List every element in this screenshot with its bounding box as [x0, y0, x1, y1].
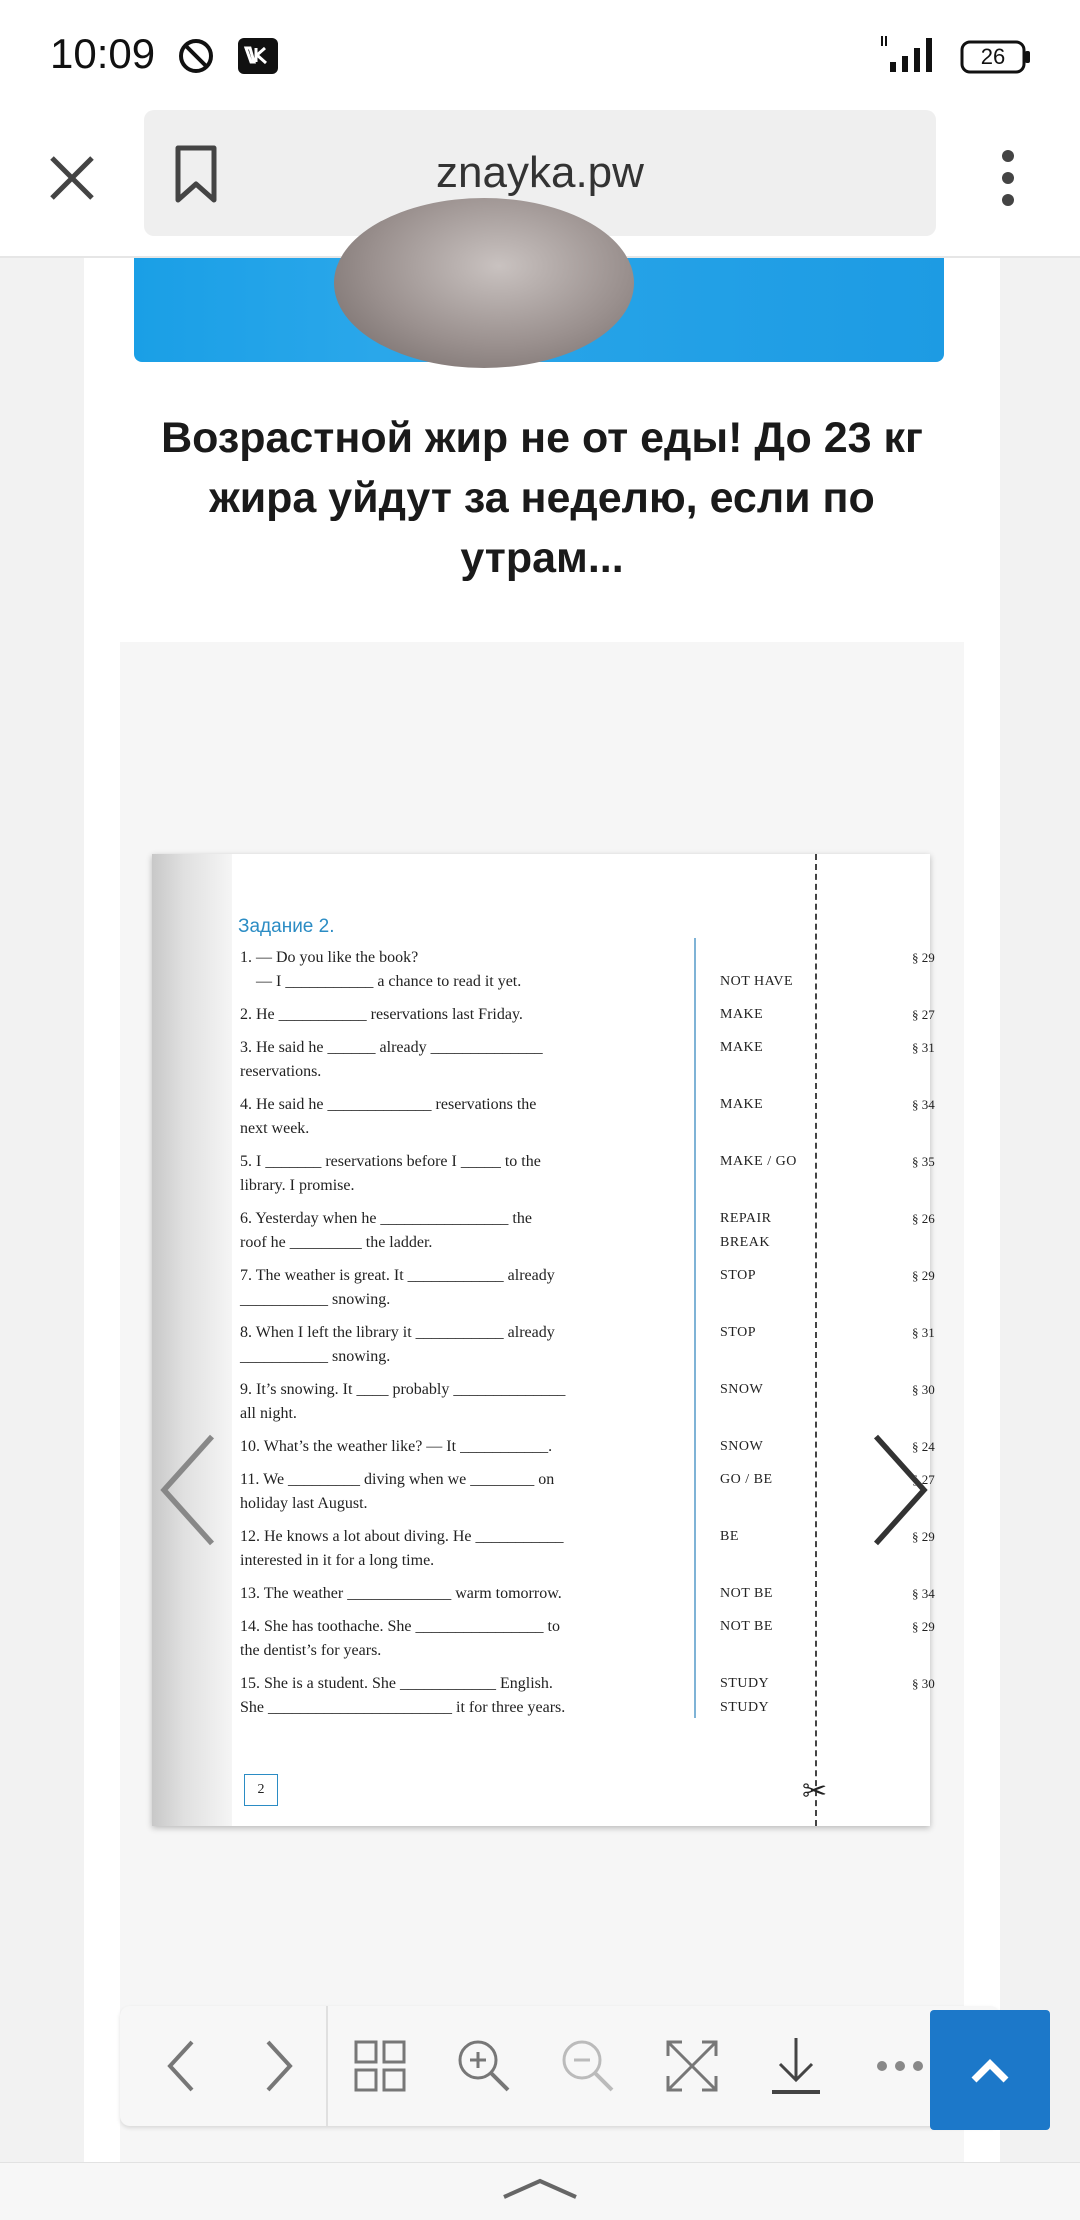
- exercise-text: 3. He said he ______ already ______________ reservations.: [240, 1039, 543, 1080]
- bottom-sheet-handle[interactable]: [0, 2162, 1080, 2220]
- exercise-row: [240, 1615, 935, 1663]
- exercise-verb: MAKE: [720, 1097, 764, 1112]
- exercise-row: [240, 1093, 935, 1141]
- task-title: Задание 2.: [238, 916, 335, 937]
- exercise-text: 6. Yesterday when he ________________ the roof he _________ the ladder.: [240, 1210, 532, 1251]
- page-content: [84, 258, 1000, 2162]
- zoom-out-icon[interactable]: [550, 2028, 626, 2104]
- status-bar: [0, 0, 1080, 110]
- document-page: [152, 854, 935, 1826]
- exercise-ref: § 30: [912, 1382, 935, 1397]
- exercise-row: [240, 1036, 935, 1084]
- exercise-ref: § 34: [912, 1097, 935, 1112]
- chevron-up-icon[interactable]: [500, 2173, 580, 2203]
- exercise-verb: MAKE: [720, 1007, 764, 1022]
- scroll-top-button[interactable]: [930, 2010, 1050, 2130]
- exercise-verb: NOT BE: [720, 1619, 773, 1634]
- exercise-ref: § 24: [912, 1439, 935, 1454]
- exercise-verb: NOT BE: [720, 1586, 773, 1601]
- exercise-row: [240, 1264, 935, 1312]
- exercise-verb: MAKE / GO: [720, 1154, 797, 1169]
- chevron-up-icon: [968, 2052, 1012, 2088]
- toolbar-separator: [326, 2006, 328, 2126]
- exercise-row: [240, 1435, 935, 1459]
- exercise-ref: § 29: [912, 1529, 935, 1544]
- exercise-text: 11. We _________ diving when we ________ on holiday last August.: [240, 1471, 555, 1512]
- exercise-text: 5. I _______ reservations before I _____ to the library. I promise.: [240, 1153, 541, 1194]
- battery-level: 26: [980, 44, 1006, 69]
- exercise-ref: § 35: [912, 1154, 935, 1169]
- exercise-row: [240, 1321, 935, 1369]
- exercise-verb: SNOW: [720, 1382, 764, 1397]
- exercise-row: [240, 1582, 935, 1606]
- signal-icon: [880, 34, 940, 74]
- page-gutter: [152, 854, 232, 1826]
- exercise-text: 14. She has toothache. She ________________ to the dentist’s for years.: [240, 1618, 560, 1659]
- ad-headline[interactable]: Возрастной жир не от еды! До 23 кг жира уйдут за неделю, если по утрам...: [161, 414, 923, 582]
- status-time: 10:09: [50, 30, 156, 77]
- exercise-row: [240, 1003, 935, 1027]
- exercise-text: 2. He ___________ reservations last Friday.: [240, 1006, 523, 1023]
- exercise-verb: STUDY STUDY: [720, 1676, 770, 1715]
- more-horizontal-icon[interactable]: [862, 2028, 938, 2104]
- viewer-toolbar: [120, 2006, 1000, 2126]
- exercise-row: [240, 1525, 935, 1573]
- fullscreen-icon[interactable]: [654, 2028, 730, 2104]
- exercise-row: [240, 946, 935, 994]
- exercise-text: 8. When I left the library it ___________ already ___________ snowing.: [240, 1324, 555, 1365]
- do-not-disturb-icon: [176, 36, 216, 76]
- page-number: 2: [244, 1774, 278, 1806]
- url-text[interactable]: znayka.pw: [436, 148, 644, 197]
- more-vertical-icon[interactable]: [990, 146, 1026, 210]
- exercise-text: 4. He said he _____________ reservations the next week.: [240, 1096, 537, 1137]
- chevron-right-icon[interactable]: [240, 2028, 316, 2104]
- zoom-in-icon[interactable]: [446, 2028, 522, 2104]
- exercise-ref: § 31: [912, 1040, 935, 1055]
- exercise-verb: REPAIR BREAK: [720, 1211, 772, 1250]
- exercise-verb: STOP: [720, 1268, 756, 1283]
- exercise-ref: § 29: [912, 950, 935, 965]
- exercise-ref: § 30: [912, 1676, 935, 1691]
- exercise-ref: § 34: [912, 1586, 935, 1601]
- download-icon[interactable]: [758, 2028, 834, 2104]
- exercise-ref: § 27: [912, 1472, 935, 1487]
- exercise-verb: MAKE: [720, 1040, 764, 1055]
- exercise-row: [240, 1378, 935, 1426]
- exercise-verb: SNOW: [720, 1439, 764, 1454]
- exercise-row: [240, 1150, 935, 1198]
- document-viewer: [120, 642, 964, 2162]
- exercise-text: 9. It’s snowing. It ____ probably ______________ all night.: [240, 1381, 566, 1422]
- exercise-verb: NOT HAVE: [720, 974, 794, 989]
- exercise-verb: BE: [720, 1529, 739, 1544]
- exercise-ref: § 27: [912, 1007, 935, 1022]
- ad-image-figure: [334, 198, 634, 368]
- exercise-row: [240, 1672, 935, 1720]
- next-page-arrow[interactable]: [860, 1430, 940, 1550]
- exercise-ref: § 29: [912, 1619, 935, 1634]
- exercise-text: 15. She is a student. She ____________ English. She _______________________ it for three years.: [240, 1675, 566, 1716]
- exercise-text: 13. The weather _____________ warm tomorrow.: [240, 1585, 562, 1602]
- chevron-left-icon[interactable]: [144, 2028, 220, 2104]
- exercise-verb: STOP: [720, 1325, 756, 1340]
- scissors-icon: ✂: [802, 1775, 828, 1808]
- exercise-row: [240, 1207, 935, 1255]
- ad-image[interactable]: [134, 258, 944, 362]
- exercise-verb: GO / BE: [720, 1472, 773, 1487]
- exercise-text: 1. — Do you like the book? — I ___________ a chance to read it yet.: [240, 949, 522, 990]
- exercise-text: 10. What’s the weather like? — It ___________.: [240, 1438, 553, 1455]
- exercise-ref: § 29: [912, 1268, 935, 1283]
- exercise-text: 7. The weather is great. It ____________ already ___________ snowing.: [240, 1267, 555, 1308]
- exercise-row: [240, 1468, 935, 1516]
- close-icon[interactable]: [44, 150, 100, 206]
- grid-icon[interactable]: [342, 2028, 418, 2104]
- vk-icon: [238, 38, 278, 74]
- prev-page-arrow[interactable]: [148, 1430, 228, 1550]
- exercise-ref: § 31: [912, 1325, 935, 1340]
- exercise-ref: § 26: [912, 1211, 935, 1226]
- exercise-text: 12. He knows a lot about diving. He ___________ interested in it for a long time.: [240, 1528, 564, 1569]
